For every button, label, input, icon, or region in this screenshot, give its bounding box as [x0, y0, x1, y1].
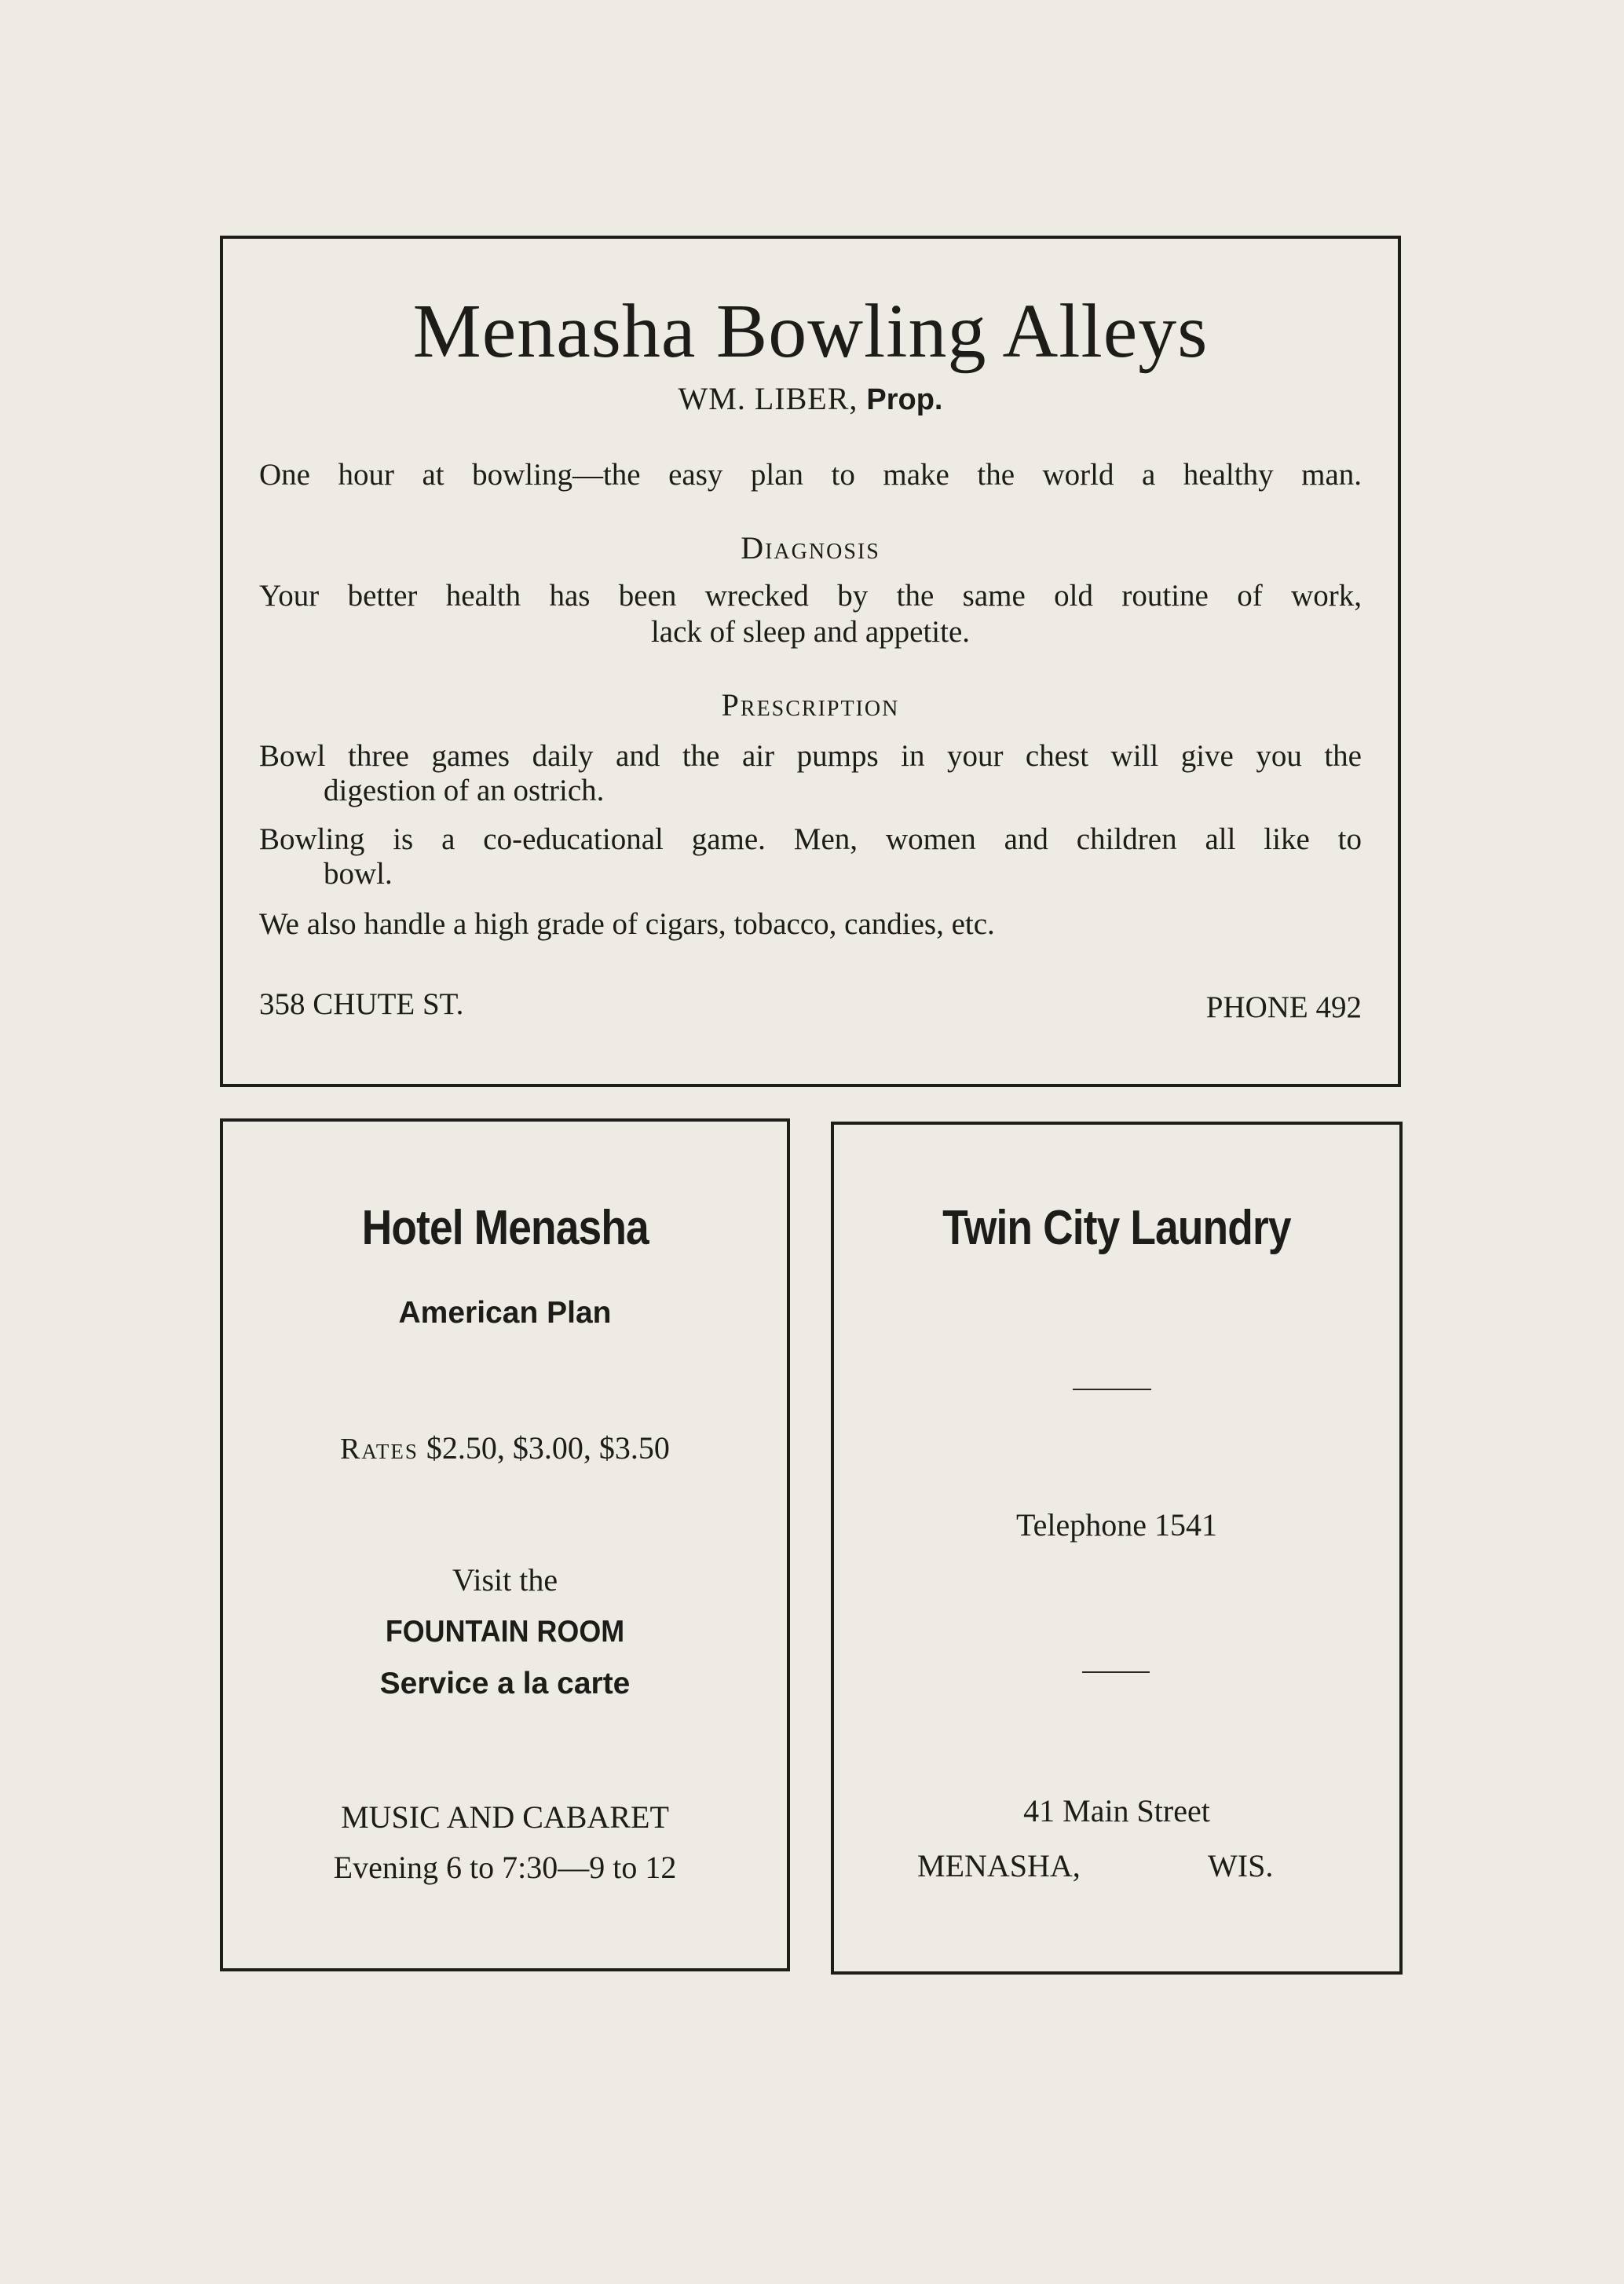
hotel-service: Service a la carte [379, 1667, 631, 1700]
rates-values: $2.50, $3.00, $3.50 [426, 1430, 670, 1466]
prescription-line-1: Bowl three games daily and the air pumps in your chest will give you the [259, 739, 1362, 773]
hotel-title: Hotel Menasha [361, 1201, 649, 1255]
proprietor-suffix: Prop. [866, 383, 943, 416]
laundry-state: WIS. [1208, 1848, 1274, 1883]
bowling-alleys-ad [220, 236, 1401, 1087]
bowling-phone: PHONE 492 [1205, 990, 1362, 1024]
rates-label: Rates [340, 1433, 419, 1466]
bowling-proprietor [223, 380, 1398, 417]
hotel-music: MUSIC AND CABARET [341, 1799, 669, 1835]
hotel-fountain-room: FOUNTAIN ROOM [385, 1615, 625, 1649]
hotel-title-wrap [223, 1200, 787, 1256]
also-handle-line: We also handle a high grade of cigars, tobacco, candies, etc. [259, 907, 995, 941]
prescription-line-2: digestion of an ostrich. [324, 774, 605, 807]
diagnosis-heading: Diagnosis [741, 530, 880, 566]
laundry-telephone: Telephone 1541 [1015, 1507, 1217, 1543]
divider-rule-bottom [1082, 1671, 1150, 1673]
hotel-visit: Visit the [452, 1562, 558, 1598]
coed-paragraph [259, 822, 1362, 858]
hotel-rates [223, 1429, 787, 1466]
hotel-menasha-ad [220, 1118, 790, 1971]
slogan-text: One hour at bowling—the easy plan to make the world a healthy man. [259, 458, 1362, 492]
prescription-paragraph [259, 738, 1362, 774]
proprietor-name: WM. LIBER, [678, 381, 858, 416]
coed-line-1: Bowling is a co-educational game. Men, women and children all like to [259, 822, 1362, 856]
prescription-heading: Prescription [721, 687, 900, 723]
diagnosis-line-1: Your better health has been wrecked by the same old routine of work, [259, 579, 1362, 613]
diagnosis-line-2: lack of sleep and appetite. [650, 615, 971, 649]
hotel-hours: Evening 6 to 7:30—9 to 12 [333, 1850, 677, 1885]
bowling-title: Menasha Bowling Alleys [412, 289, 1209, 374]
twin-city-laundry-ad [831, 1122, 1403, 1975]
coed-line-2: bowl. [324, 857, 393, 891]
hotel-plan: American Plan [398, 1296, 612, 1330]
laundry-street: 41 Main Street [1023, 1793, 1210, 1828]
laundry-title-wrap [834, 1200, 1399, 1256]
diagnosis-paragraph [259, 578, 1362, 614]
divider-rule-top [1073, 1389, 1151, 1390]
bowling-address: 358 CHUTE ST. [259, 987, 464, 1021]
bowling-slogan [259, 457, 1362, 493]
laundry-title: Twin City Laundry [942, 1201, 1291, 1255]
laundry-city: MENASHA, [917, 1848, 1081, 1883]
